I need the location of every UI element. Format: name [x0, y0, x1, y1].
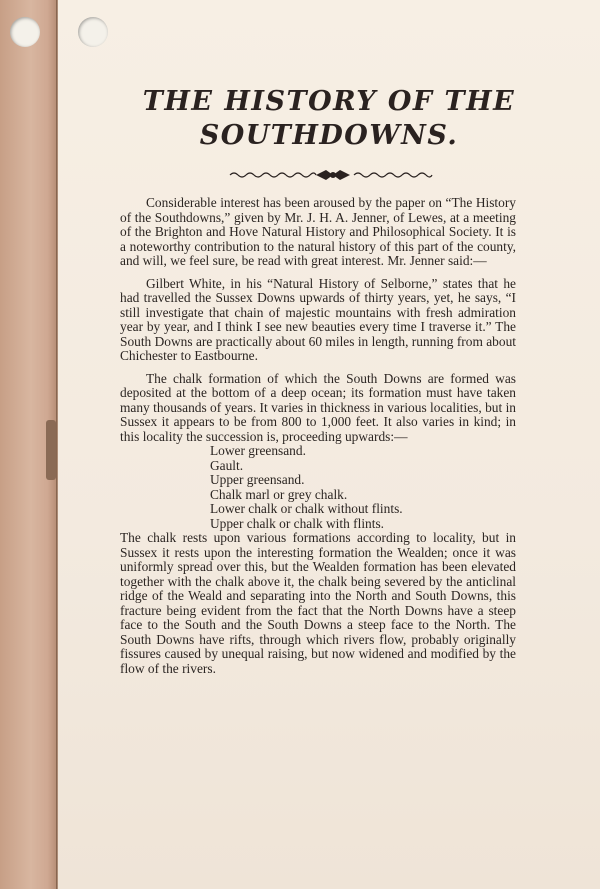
title-line-1: THE HISTORY OF THE	[142, 86, 516, 117]
ornament-divider	[228, 166, 438, 184]
title-line-2: SOUTHDOWNS.	[199, 120, 459, 151]
paragraph-closing: The chalk rests upon various formations according to locality, but in Sussex it rests upon the interesting formation the Wealden; once it was uniformly spread over this, but the Wealden formation has been elevated together with the chalk above it, the chalk being severed by the anticlinal ridge of the Weald and separating into the North and South Downs, this fracture being evident from the fact that the North Downs have a steep face to the South and the South Downs a steep face to the North. The South Downs have rifts, through which rivers flow, probably originally fissures caused by unequal raising, but now widened and modified by the flow of the rivers.	[120, 530, 516, 676]
punch-hole-left	[10, 17, 40, 47]
punch-hole-right	[78, 17, 108, 47]
strata-item: Upper chalk or chalk with flints.	[210, 515, 385, 531]
booklet-page	[58, 0, 600, 889]
strata-item: Lower greensand.	[210, 443, 306, 458]
paragraph-chalk-formation: The chalk formation of which the South Downs are formed was deposited at the bottom of a deep ocean; its formation must have taken many thousands of years. It varies in thickness in various localities, but in Sussex it appears to be from 800 to 1,000 feet. It also varies in kind; in this locality the succession is, proceeding upwards:—	[120, 370, 516, 444]
strata-item: Chalk marl or grey chalk.	[210, 486, 348, 502]
strata-item: Lower chalk or chalk without flints.	[210, 501, 403, 516]
paragraph-gilbert-white: Gilbert White, in his “Natural History of Selborne,” states that he had travelled the Sussex Downs upwards of thirty years, yet, he says, “I still investigate that chain of majestic mountains with fresh admiration year by year, and I think I see new beauties every time I traverse it.” The South Downs are practically about 60 miles in length, running from about Chichester to Eastbourne.	[120, 275, 516, 363]
binding-tear	[46, 420, 56, 480]
strata-item: Gault.	[210, 457, 244, 473]
strata-list	[120, 444, 516, 531]
article-body	[120, 196, 516, 676]
strata-item: Upper greensand.	[210, 472, 305, 487]
paragraph-intro: Considerable interest has been aroused by the paper on “The History of the Southdowns,” given by Mr. J. H. A. Jenner, of Lewes, at a meeting of the Brighton and Hove Natural History and Philosophical Society. It is a noteworthy contribution to the natural history of this part of the county, and will, we feel sure, be read with great interest. Mr. Jenner said:—	[120, 195, 516, 268]
left-page-edge	[0, 0, 57, 889]
